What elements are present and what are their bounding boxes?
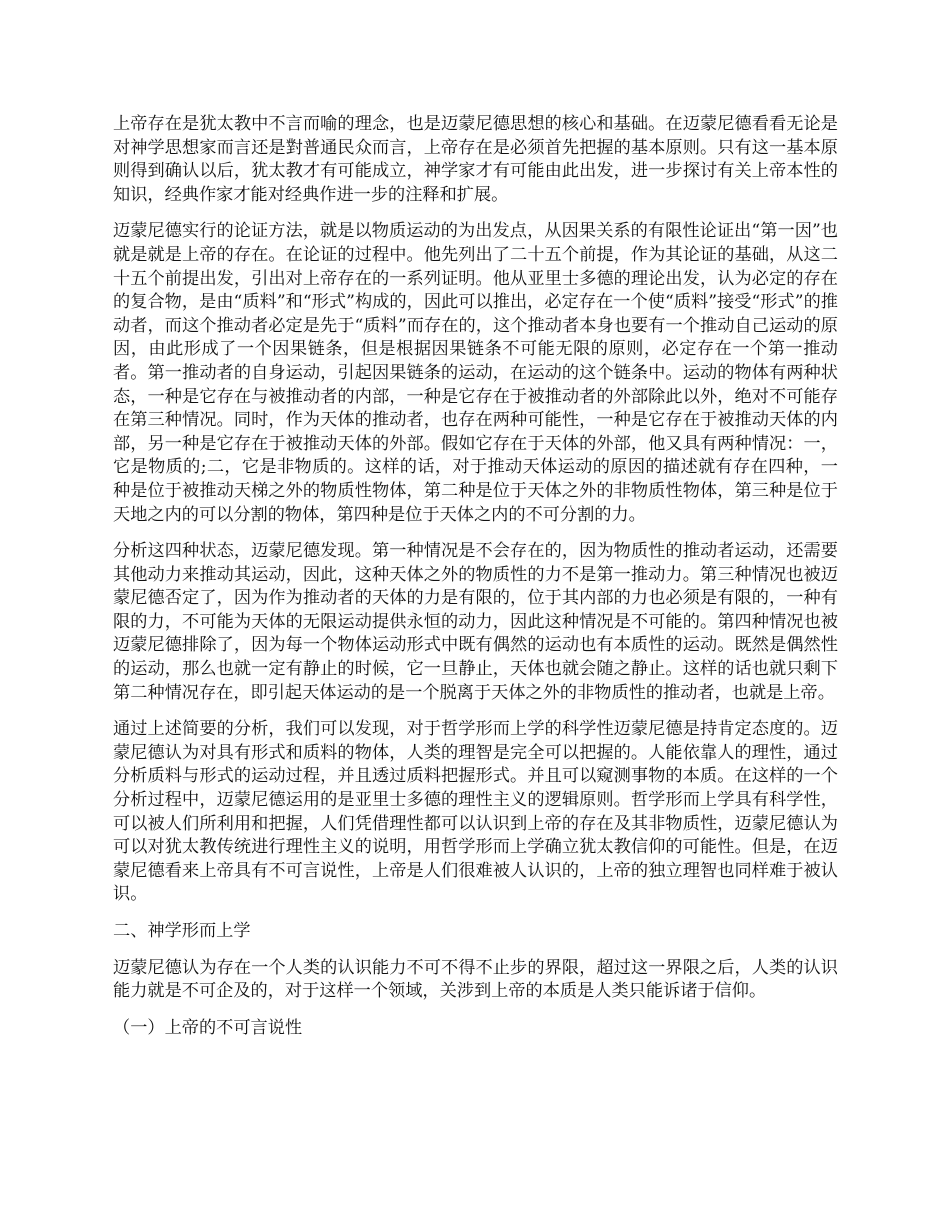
paragraph-god-existence: 上帝存在是犹太教中不言而喻的理念，也是迈蒙尼德思想的核心和基础。在迈蒙尼德看看无论是对神学思想家而言还是對普通民众而言，上帝存在是必须首先把握的基本原则。只有这一基本原则得到确认以后，犹太教才有可能成立，神学家才有可能由此出发，进一步探讨有关上帝本性的知识，经典作家才能对经典作进一步的注释和扩展。 (113, 114, 838, 205)
paragraph-theology-limits: 迈蒙尼德认为存在一个人类的认识能力不可不得不止步的界限，超过这一界限之后，人类的认识能力就是不可企及的，对于这样一个领域，关涉到上帝的本质是人类只能诉诸于信仰。 (113, 957, 838, 1002)
paragraph-conclusion: 通过上述简要的分析，我们可以发现，对于哲学形而上学的科学性迈蒙尼德是持肯定态度的。迈蒙尼德认为对具有形式和质料的物体，人类的理智是完全可以把握的。人能依靠人的理性，通过分析质料与形式的运动过程，并且透过质料把握形式。并且可以窥测事物的本质。在这样的一个分析过程中，迈蒙尼德运用的是亚里士多德的理性主义的逻辑原则。哲学形而上学具有科学性，可以被人们所利用和把握，人们凭借理性都可以认识到上帝的存在及其非物质性，迈蒙尼德认为可以对犹太教传统进行理性主义的说明，用哲学形而上学确立犹太教信仰的可能性。但是，在迈蒙尼德看来上帝具有不可言说性，上帝是人们很难被人认识的，上帝的独立理智也同样难于被认识。 (113, 719, 838, 905)
subsection-heading: （一）上帝的不可言说性 (113, 1017, 303, 1038)
paragraph-argument-method: 迈蒙尼德实行的论证方法，就是以物质运动的为出发点，从因果关系的有限性论证出“第一因”也就是就是上帝的存在。在论证的过程中。他先列出了二十五个前提，作为其论证的基础，从这二十五个前提出发，引出对上帝存在的一系列证明。他从亚里士多德的理论出发，认为必定的存在的复合物，是由“质料”和“形式”构成的，因此可以推出，必定存在一个使“质料”接受“形式”的推动者，而这个推动者必定是先于“质料”而存在的，这个推动者本身也要有一个推动自己运动的原因，由此形成了一个因果链条，但是根据因果链条不可能无限的原则，必定存在一个第一推动者。第一推动者的自身运动，引起因果链条的运动，在运动的这个链条中。运动的物体有两种状态，一种是它存在与被推动者的内部，一种是它存在于被推动者的外部除此以外，绝对不可能存在第三种情况。同时，作为天体的推动者，也存在两种可能性，一种是它存在于被推动天体的内部，另一种是它存在于被推动天体的外部。假如它存在于天体的外部，他又具有两种情况：一，它是物质的;二，它是非物质的。这样的话，对于推动天体运动的原因的描述就有存在四种，一种是位于被推动天梯之外的物质性物体，第二种是位于天体之外的非物质性物体，第三种是位于天地之内的可以分割的物体，第四种是位于天体之内的不可分割的力。 (113, 221, 838, 525)
paragraph-four-states-analysis: 分析这四种状态，迈蒙尼德发现。第一种情况是不会存在的，因为物质性的推动者运动，还需要其他动力来推动其运动，因此，这种天体之外的物质性的力不是第一推动力。第三种情况也被迈蒙尼德否定了，因为作为推动者的天体的力是有限的，位于其内部的力也必须是有限的，一种有限的力，不可能为天体的无限运动提供永恒的动力，因此这种情况是不可能的。第四种情况也被迈蒙尼德排除了，因为每一个物体运动形式中既有偶然的运动也有本质性的运动。既然是偶然性的运动，那么也就一定有静止的时候，它一旦静止，天体也就会随之静止。这样的话也就只剩下第二种情况存在，即引起天体运动的是一个脱离于天体之外的非物质性的推动者，也就是上帝。 (113, 541, 838, 703)
document-body (113, 113, 838, 1053)
section-heading: 二、神学形而上学 (113, 921, 251, 941)
